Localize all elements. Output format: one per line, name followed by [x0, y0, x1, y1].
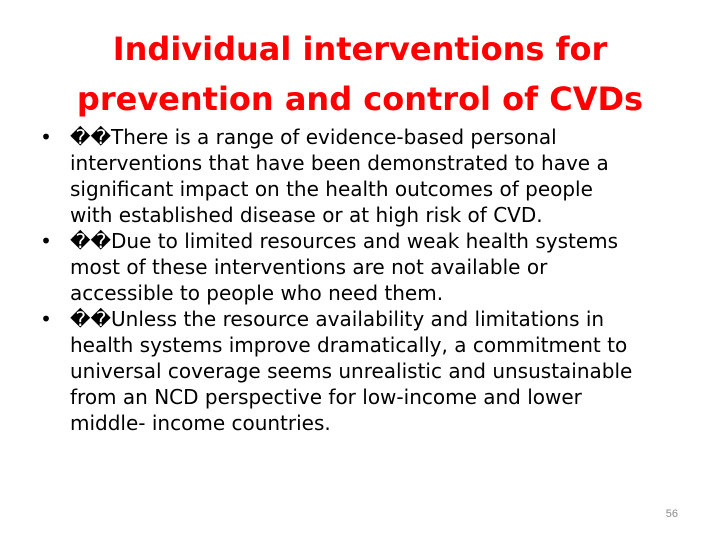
slide-title-line-2: prevention and control of CVDs: [76, 80, 644, 118]
bullet-3-line-2: health systems improve dramatically, a commitment to: [70, 333, 628, 357]
bullet-list: [36, 124, 696, 436]
bullet-1-line-2: interventions that have been demonstrated to have a: [70, 151, 609, 175]
bullet-3-line-3: universal coverage seems unrealistic and unsustainable: [70, 359, 633, 383]
bullet-3-line-5: middle- income countries.: [70, 411, 331, 435]
slide-title-line-1: Individual interventions for: [112, 30, 608, 68]
bullet-1-line-4: with established disease or at high risk of CVD.: [70, 203, 543, 227]
bullet-marker: •: [40, 307, 52, 331]
bullet-item-3: [36, 306, 696, 436]
bullet-1-line-1: ��There is a range of evidence-based personal: [70, 125, 557, 149]
bullet-2-line-2: most of these interventions are not available or: [70, 255, 548, 279]
bullet-item-2: [36, 228, 696, 306]
page-number: 56: [665, 508, 678, 520]
bullet-item-1: [36, 124, 696, 228]
bullet-1-line-3: significant impact on the health outcomes of people: [70, 177, 593, 201]
bullet-3-line-1: ��Unless the resource availability and limitations in: [70, 307, 605, 331]
bullet-marker: •: [40, 125, 52, 149]
bullet-2-line-3: accessible to people who need them.: [70, 281, 444, 305]
bullet-marker: •: [40, 229, 52, 253]
bullet-3-line-4: from an NCD perspective for low-income and lower: [70, 385, 582, 409]
slide-title: [40, 24, 680, 124]
bullet-2-line-1: ��Due to limited resources and weak health systems: [70, 229, 619, 253]
